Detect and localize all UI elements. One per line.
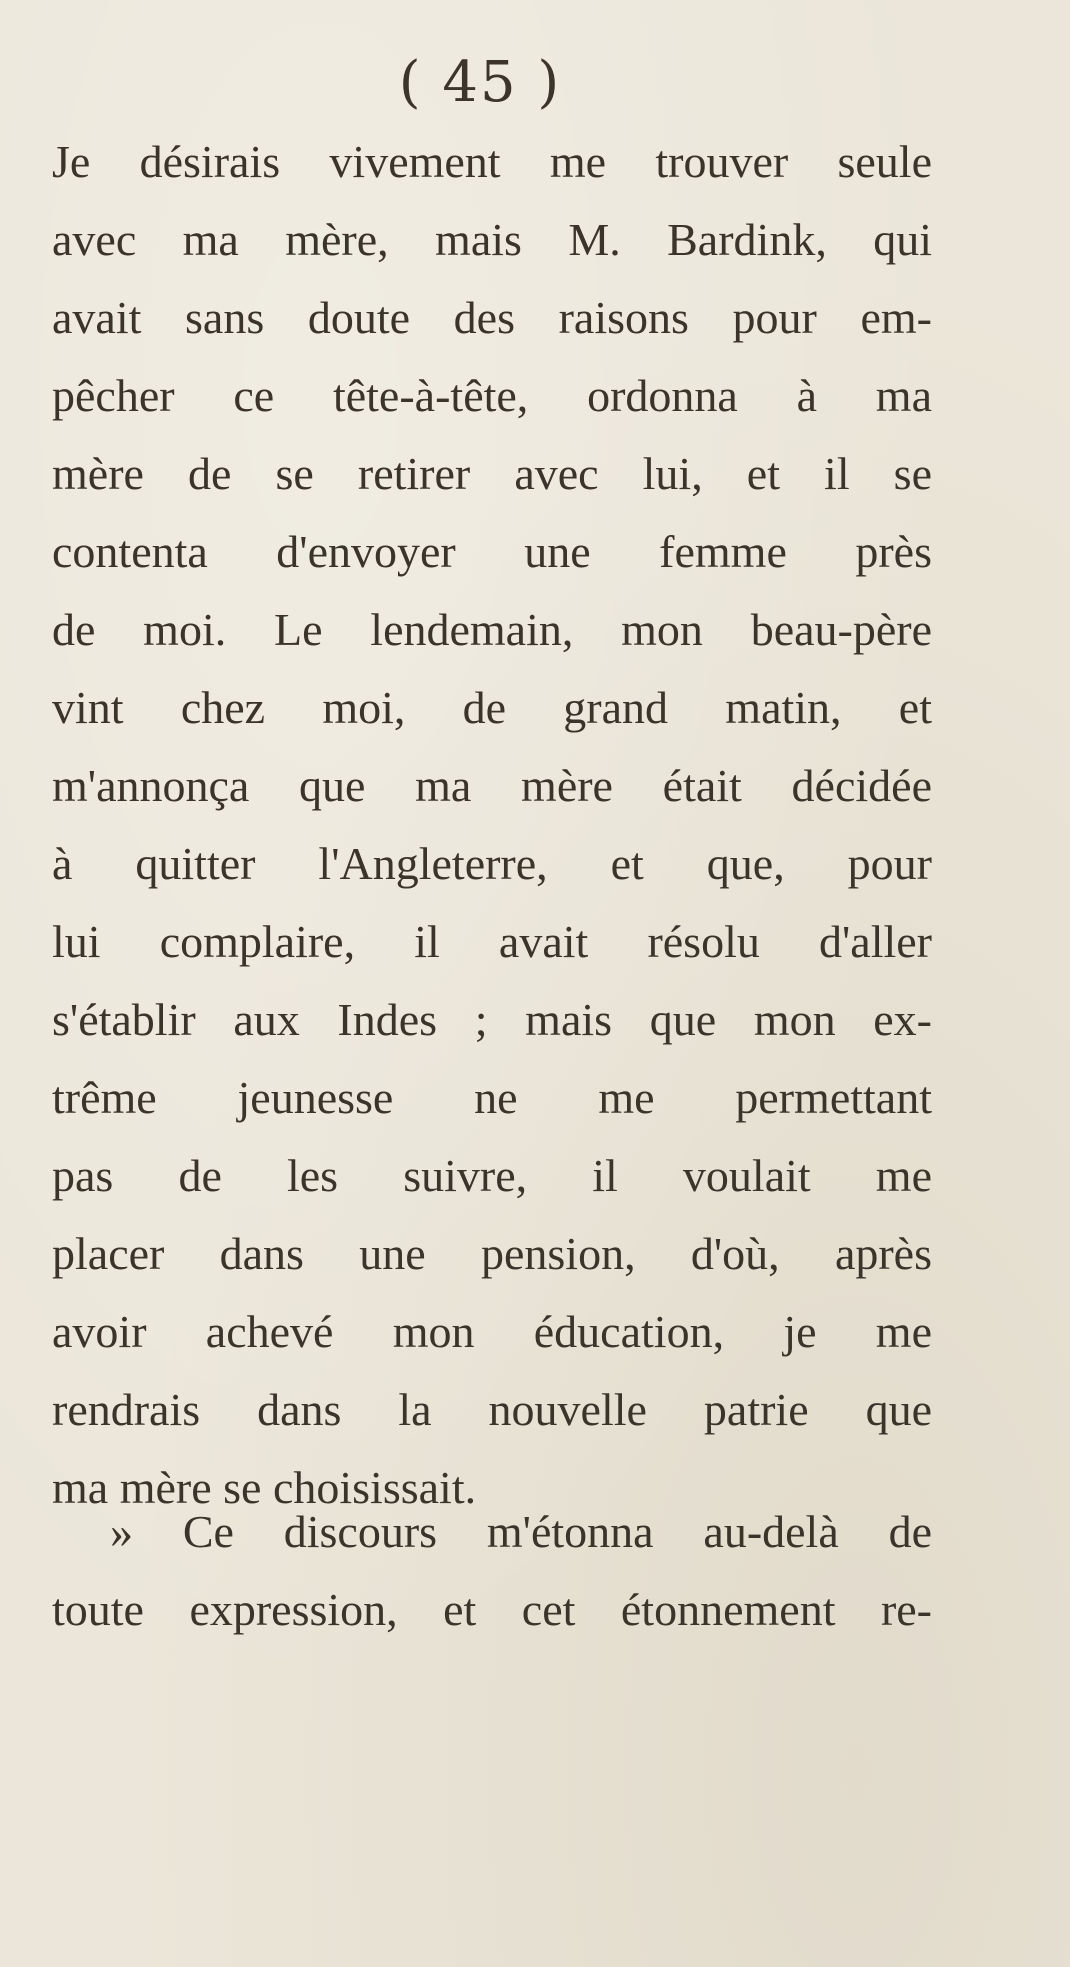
text-line: de moi. Le lendemain, mon beau-père — [52, 604, 932, 655]
text-line: avait sans doute des raisons pour em- — [52, 292, 932, 343]
text-line: vint chez moi, de grand matin, et — [52, 682, 932, 733]
text-line: à quitter l'Angleterre, et que, pour — [52, 838, 932, 889]
text-line: pas de les suivre, il voulait me — [52, 1150, 932, 1201]
text-line: contenta d'envoyer une femme près — [52, 526, 932, 577]
text-line: avec ma mère, mais M. Bardink, qui — [52, 214, 932, 265]
text-line: s'établir aux Indes ; mais que mon ex- — [52, 994, 932, 1045]
text-line: trême jeunesse ne me permettant — [52, 1072, 932, 1123]
text-line: mère de se retirer avec lui, et il se — [52, 448, 932, 499]
text-line: Je désirais vivement me trouver seule — [52, 136, 932, 187]
text-line: toute expression, et cet étonnement re- — [52, 1584, 932, 1635]
text-line: rendrais dans la nouvelle patrie que — [52, 1384, 932, 1435]
text-line: » Ce discours m'étonna au-delà de — [110, 1506, 932, 1557]
text-line: m'annonça que ma mère était décidée — [52, 760, 932, 811]
text-line: avoir achevé mon éducation, je me — [52, 1306, 932, 1357]
text-line: pêcher ce tête-à-tête, ordonna à ma — [52, 370, 932, 421]
paragraph-1 — [52, 123, 932, 1527]
text-line: lui complaire, il avait résolu d'aller — [52, 916, 932, 967]
page-number: ( 45 ) — [398, 50, 562, 115]
text-line: placer dans une pension, d'où, après — [52, 1228, 932, 1279]
text-line: ma mère se choisissait. — [52, 1462, 477, 1513]
paragraph-2 — [52, 1493, 932, 1649]
